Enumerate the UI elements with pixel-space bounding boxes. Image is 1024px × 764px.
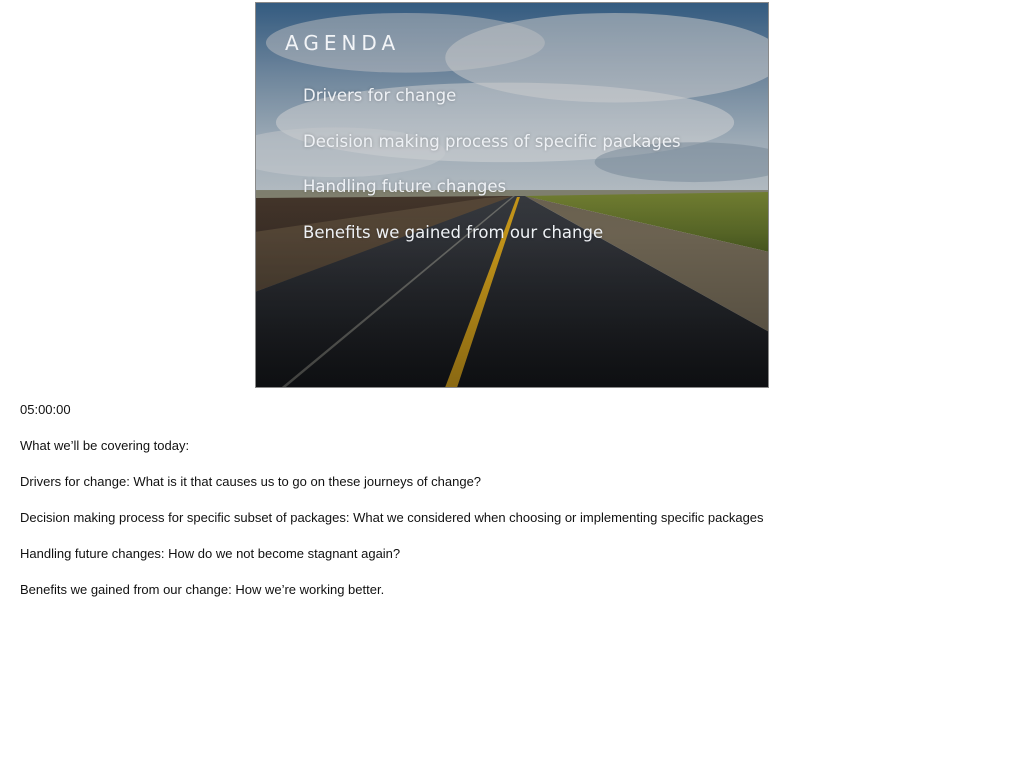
notes-intro: What we’ll be covering today: bbox=[20, 438, 190, 453]
agenda-item: Benefits we gained from our change bbox=[303, 222, 604, 242]
notes-line: Decision making process for specific subset of packages: What we considered when choosing or implementing specific packages bbox=[20, 510, 764, 525]
agenda-item: Drivers for change bbox=[303, 86, 457, 105]
notes-line: Handling future changes: How do we not become stagnant again? bbox=[20, 546, 401, 561]
slide-title: AGENDA bbox=[285, 31, 401, 55]
agenda-item: Handling future changes bbox=[303, 177, 507, 196]
notes-timestamp: 05:00:00 bbox=[20, 402, 71, 417]
notes-line: Benefits we gained from our change: How we’re working better. bbox=[20, 582, 385, 597]
agenda-list bbox=[303, 85, 681, 267]
agenda-item: Decision making process of specific packages bbox=[303, 131, 681, 151]
slide-thumbnail bbox=[255, 2, 769, 388]
notes-line: Drivers for change: What is it that causes us to go on these journeys of change? bbox=[20, 474, 482, 489]
speaker-notes bbox=[20, 402, 1000, 618]
